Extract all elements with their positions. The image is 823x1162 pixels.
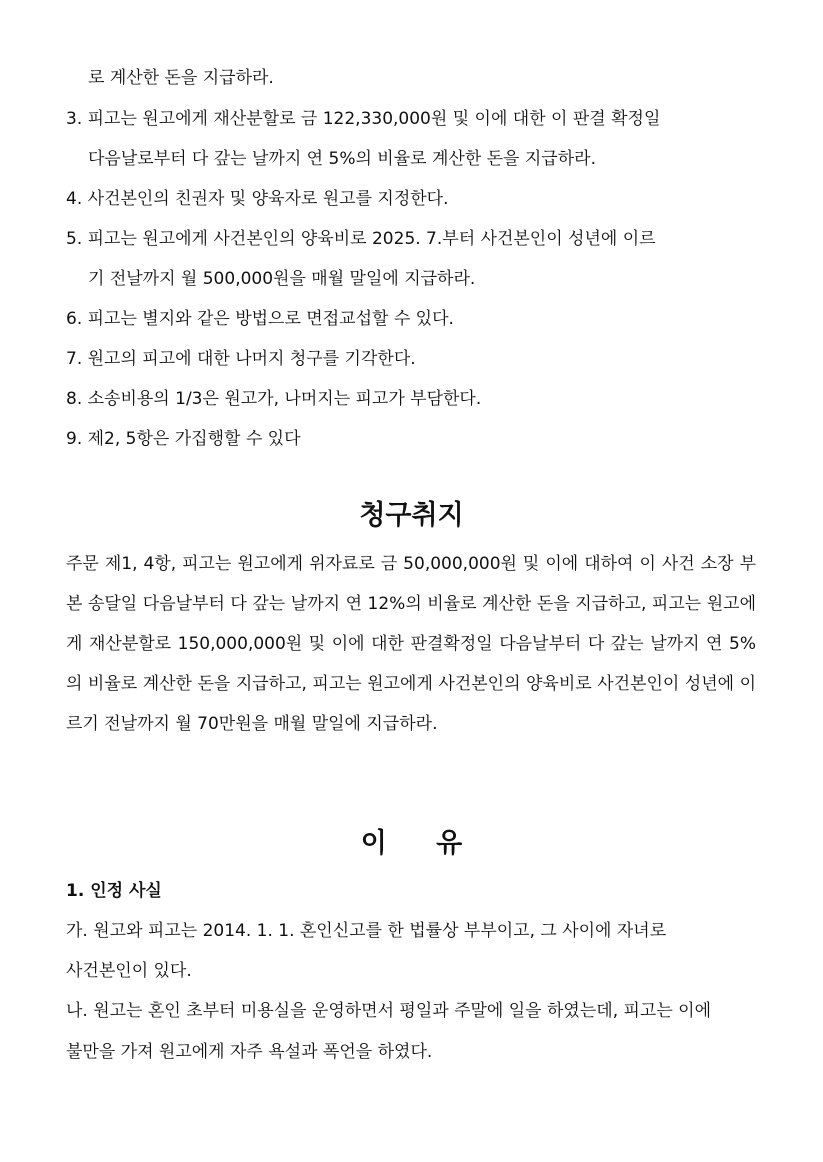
- reason-subheading: 1. 인정 사실: [66, 881, 162, 901]
- reason-line: 나. 원고는 혼인 초부터 미용실을 운영하면서 평일과 주말에 일을 하였는데, 피고는 이에: [66, 1001, 712, 1021]
- judgment-line: 기 전날까지 월 500,000원을 매월 말일에 지급하라.: [88, 269, 476, 289]
- judgment-item-4: 4. 사건본인의 친권자 및 양육자로 원고를 지정한다.: [66, 189, 449, 209]
- reason-line: 불만을 가져 원고에게 자주 욕설과 폭언을 하였다.: [66, 1042, 433, 1062]
- judgment-item-8: 8. 소송비용의 1/3은 원고가, 나머지는 피고가 부담한다.: [66, 389, 482, 409]
- judgment-item-7: 7. 원고의 피고에 대한 나머지 청구를 기각한다.: [66, 349, 416, 369]
- judgment-line: 로 계산한 돈을 지급하라.: [88, 68, 274, 88]
- reason-heading: 이 유: [360, 828, 463, 859]
- reason-line: 가. 원고와 피고는 2014. 1. 1. 혼인신고를 한 법률상 부부이고, 그 사이에 자녀로: [66, 921, 667, 941]
- claim-heading: 청구취지: [359, 500, 464, 531]
- claim-paragraph: 주문 제1, 4항, 피고는 원고에게 위자료로 금 50,000,000원 및 이에 대하여 이 사건 소장 부본 송달일 다음날부터 다 갚는 날까지 연 12%의 비율로 계산한 돈을 지급하고, 피고는 원고에게 재산분할로 150,000,000원 및 이에 대한 판결확정일 다음날부터 다 갚는 날까지 연 5%의 비율로 계산한 돈을 지급하고, 피고는 원고에게 사건본인의 양육비로 사건본인이 성년에 이르기 전날까지 월 70만원을 매월 말일에 지급하라.: [66, 554, 756, 734]
- judgment-item-9: 9. 제2, 5항은 가집행할 수 있다: [66, 429, 301, 449]
- judgment-item-5: 5. 피고는 원고에게 사건본인의 양육비로 2025. 7.부터 사건본인이 성년에 이르: [66, 229, 656, 249]
- reason-line: 사건본인이 있다.: [66, 961, 192, 981]
- judgment-line: 다음날로부터 다 갚는 날까지 연 5%의 비율로 계산한 돈을 지급하라.: [88, 149, 596, 169]
- judgment-item-3: 3. 피고는 원고에게 재산분할로 금 122,330,000원 및 이에 대한 이 판결 확정일: [66, 109, 661, 129]
- judgment-item-6: 6. 피고는 별지와 같은 방법으로 면접교섭할 수 있다.: [66, 309, 454, 329]
